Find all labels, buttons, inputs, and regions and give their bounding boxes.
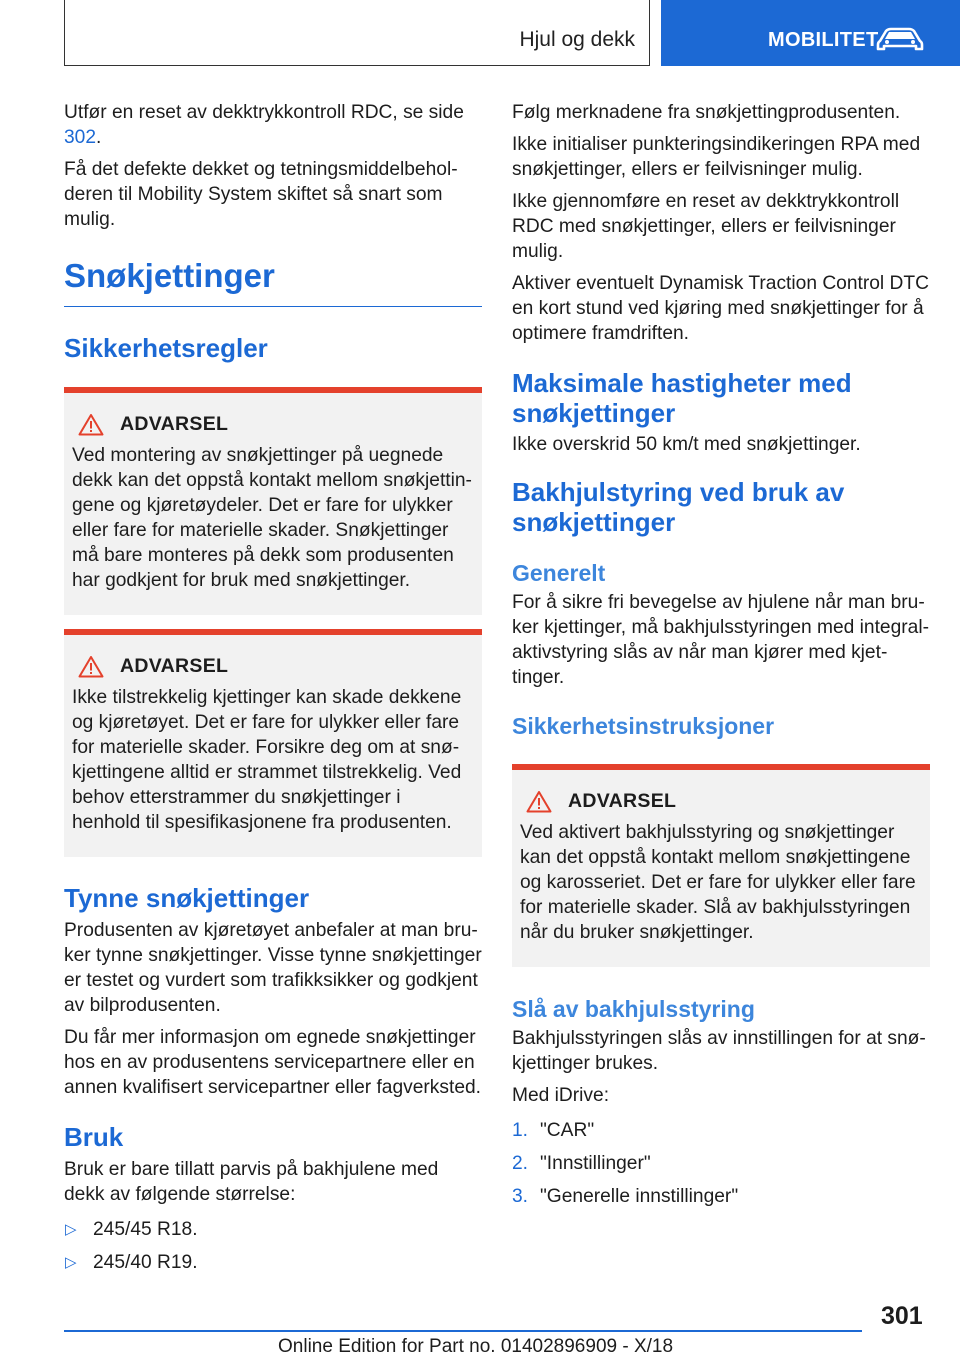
step-text: "Innstillinger" xyxy=(540,1153,651,1174)
warning-title xyxy=(72,411,474,437)
right-paragraph-4: Aktiver eventuelt Dynamisk Traction Control DTC en kort stund ved kjøring med snøkjettinger for å optimere framdriften. xyxy=(512,273,929,344)
tire-size: 245/40 R19. xyxy=(93,1252,198,1273)
list-item xyxy=(64,1217,482,1242)
triangle-bullet-icon: ▷ xyxy=(65,1221,77,1238)
intro-paragraph-2: Få det defekte dekket og tetningsmiddelbeholderen til Mobility System skiftet så snart som mulig. xyxy=(64,159,458,230)
turn-off-paragraph-1: Bakhjulsstyringen slås av innstillingen for at snøkjettinger brukes. xyxy=(512,1028,926,1074)
warning-box-1 xyxy=(64,387,482,615)
list-item xyxy=(512,1184,930,1209)
header-section-box xyxy=(64,0,650,66)
turn-off-heading: Slå av bakhjulsstyring xyxy=(512,996,755,1022)
warning-title xyxy=(520,788,922,814)
footer-divider xyxy=(64,1330,862,1332)
warning-triangle-icon xyxy=(526,790,552,813)
page-number: 301 xyxy=(881,1302,923,1330)
step-number: 3. xyxy=(512,1186,529,1207)
right-paragraph-3: Ikke gjennomføre en reset av dekktrykkontroll RDC med snøkjettinger, ellers er feilvisninger mulig. xyxy=(512,191,900,262)
safety-instructions-heading: Sikkerhetsinstruksjoner xyxy=(512,713,775,739)
rear-steering-heading: Bakhjulstyring ved bruk av snøkjettinger xyxy=(512,477,845,537)
warning-box-2 xyxy=(64,629,482,857)
warning-text: Ved aktivert bakhjulsstyring og snøkjettinger kan det oppstå kontakt mellom snøkjettingene og karosseriet. Det er fare for ulykker eller fare for materielle skader. Slå av bakhjulsstyringen når du bruker snøkjettinger. xyxy=(520,822,916,943)
header-chapter-title: MOBILITET xyxy=(768,29,879,51)
page-link[interactable]: 302 xyxy=(64,127,97,148)
use-paragraph: Bruk er bare tillatt parvis på bakhjulene med dekk av følgende størrelse: xyxy=(64,1159,439,1205)
warning-triangle-icon xyxy=(78,413,104,436)
use-heading: Bruk xyxy=(64,1122,124,1152)
warning-triangle-icon xyxy=(78,655,104,678)
thin-chains-paragraph-1: Produsenten av kjøretøyet anbefaler at man bruker tynne snøkjettinger. Visse tynne snøkjettinger er testet og vurdert som trafikksikker og godkjent av bilprodusenten. xyxy=(64,920,482,1016)
intro-paragraph-1 xyxy=(64,100,482,150)
tire-size-list xyxy=(64,1217,482,1275)
chapter-title: Snøkjettinger xyxy=(64,258,482,307)
warning-box-3 xyxy=(512,764,930,967)
intro-text-end: . xyxy=(96,127,102,148)
general-heading: Generelt xyxy=(512,560,606,586)
max-speed-paragraph: Ikke overskrid 50 km/t med snøkjettinger. xyxy=(512,434,861,455)
step-text: "Generelle innstillinger" xyxy=(540,1186,739,1207)
left-column xyxy=(64,100,482,1283)
right-paragraph-2: Ikke initialiser punkteringsindikeringen RPA med snøkjettinger, ellers er feilvisninger mulig. xyxy=(512,134,921,180)
tire-size: 245/45 R18. xyxy=(93,1219,198,1240)
right-paragraph-1: Følg merknadene fra snøkjettingprodusenten. xyxy=(512,102,901,123)
step-text: "CAR" xyxy=(540,1120,595,1141)
list-item xyxy=(512,1118,930,1143)
list-item xyxy=(64,1250,482,1275)
steps-list xyxy=(512,1118,930,1209)
turn-off-paragraph-2: Med iDrive: xyxy=(512,1085,610,1106)
list-item xyxy=(512,1151,930,1176)
warning-label: ADVARSEL xyxy=(568,789,677,812)
car-icon xyxy=(876,27,924,53)
step-number: 1. xyxy=(512,1120,529,1141)
warning-label: ADVARSEL xyxy=(120,654,229,677)
triangle-bullet-icon: ▷ xyxy=(65,1254,77,1271)
max-speed-heading: Maksimale hastigheter med snøkjettinger xyxy=(512,368,852,428)
warning-label: ADVARSEL xyxy=(120,412,229,435)
thin-chains-paragraph-2: Du får mer informasjon om egnede snøkjettinger hos en av produsentens servicepartnere eller en annen kvalifisert servicepartner eller fagverksted. xyxy=(64,1027,481,1098)
right-column xyxy=(512,100,930,1217)
footer-edition: Online Edition for Part no. 01402896909 - X/18 xyxy=(278,1336,674,1357)
general-paragraph: For å sikre fri bevegelse av hjulene når man bruker kjettinger, må bakhjulsstyringen med integral-aktivstyring slås av når man kjører med kjettinger. xyxy=(512,592,929,688)
intro-text: Utfør en reset av dekktrykkontroll RDC, se side xyxy=(64,102,464,123)
header-section-title: Hjul og dekk xyxy=(519,28,635,51)
warning-title xyxy=(72,653,474,679)
warning-text: Ved montering av snøkjettinger på uegnede dekk kan det oppstå kontakt mellom snøkjettingene og kjøretøydeler. Det er fare for ulykker eller fare for materielle skader. Snøkjettinger må bare monteres på dekk som produsenten har godkjent for bruk med snøkjettinger. xyxy=(72,445,472,591)
step-number: 2. xyxy=(512,1153,529,1174)
warning-text: Ikke tilstrekkelig kjettinger kan skade dekkene og kjøretøyet. Det er fare for ulykker eller fare for materielle skader. Forsikre deg om at snøkjettingene alltid er strammet tilstrekkelig. Ved behov etterstrammer du snøkjettinger i henhold til spesifikasjonene fra produsenten. xyxy=(72,687,462,833)
thin-chains-heading: Tynne snøkjettinger xyxy=(64,883,310,913)
safety-heading: Sikkerhetsregler xyxy=(64,333,268,363)
